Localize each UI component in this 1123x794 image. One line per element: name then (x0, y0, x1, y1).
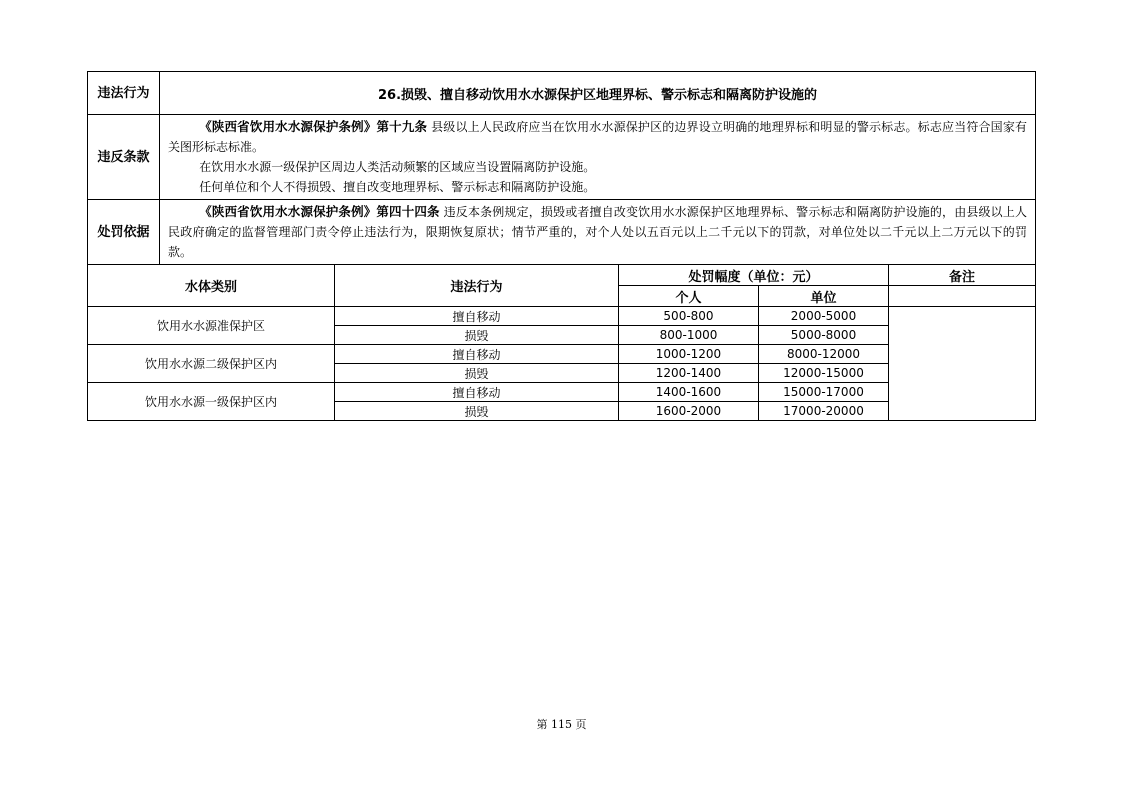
water-type-cell: 饮用水水源二级保护区内 (88, 345, 335, 383)
individual-header: 个人 (619, 286, 759, 307)
penalty-basis-text (160, 200, 1036, 265)
unit-fine-cell: 5000-8000 (759, 326, 889, 345)
remarks-header-blank (889, 286, 1036, 307)
clause-paragraph-1-text: 县级以上人民政府应当在饮用水水源保护区的边界设立明确的地理界标和明显的警示标志。标志应当符合国家有关图形标志标准。 (168, 120, 1027, 154)
penalty-range-table (87, 264, 1036, 421)
act-cell: 损毁 (335, 364, 619, 383)
penalty-paragraph (168, 202, 1027, 262)
unit-fine-cell: 17000-20000 (759, 402, 889, 421)
act-cell: 擅自移动 (335, 383, 619, 402)
remarks-cell (889, 307, 1036, 421)
act-cell: 擅自移动 (335, 307, 619, 326)
clause-label: 违反条款 (88, 115, 160, 200)
unit-fine-cell: 8000-12000 (759, 345, 889, 364)
individual-fine-cell: 1200-1400 (619, 364, 759, 383)
individual-fine-cell: 800-1000 (619, 326, 759, 345)
act-cell: 损毁 (335, 326, 619, 345)
clause-row (88, 115, 1036, 200)
violation-title: 26.损毁、擅自移动饮用水水源保护区地理界标、警示标志和隔离防护设施的 (160, 72, 1036, 115)
penalty-basis-row (88, 200, 1036, 265)
penalty-basis-label: 处罚依据 (88, 200, 160, 265)
unit-fine-cell: 12000-15000 (759, 364, 889, 383)
document-body (87, 71, 1035, 421)
unit-fine-cell: 15000-17000 (759, 383, 889, 402)
violation-label: 违法行为 (88, 72, 160, 115)
clause-text (160, 115, 1036, 200)
unit-fine-cell: 2000-5000 (759, 307, 889, 326)
water-type-cell: 饮用水水源准保护区 (88, 307, 335, 345)
table-row (88, 307, 1036, 326)
page-number: 第 115 页 (536, 718, 587, 731)
clause-paragraph-3: 任何单位和个人不得损毁、擅自改变地理界标、警示标志和隔离防护设施。 (199, 180, 596, 194)
act-cell: 擅自移动 (335, 345, 619, 364)
individual-fine-cell: 1600-2000 (619, 402, 759, 421)
penalty-range-header: 处罚幅度（单位：元） (619, 265, 889, 286)
violation-row (88, 72, 1036, 115)
individual-fine-cell: 1400-1600 (619, 383, 759, 402)
clause-paragraph-2: 在饮用水水源一级保护区周边人类活动频繁的区域应当设置隔离防护设施。 (199, 160, 596, 174)
water-type-header: 水体类别 (88, 265, 335, 307)
clause-paragraph-1 (168, 117, 1027, 157)
remarks-header: 备注 (889, 265, 1036, 286)
penalty-law-name: 《陕西省饮用水水源保护条例》第四十四条 (199, 204, 440, 219)
individual-fine-cell: 1000-1200 (619, 345, 759, 364)
water-type-cell: 饮用水水源一级保护区内 (88, 383, 335, 421)
individual-fine-cell: 500-800 (619, 307, 759, 326)
case-table (87, 71, 1036, 265)
unit-header: 单位 (759, 286, 889, 307)
act-cell: 损毁 (335, 402, 619, 421)
penalty-paragraph-text: 违反本条例规定，损毁或者擅自改变饮用水水源保护区地理界标、警示标志和隔离防护设施的，由县级以上人民政府确定的监督管理部门责令停止违法行为，限期恢复原状；情节严重的，对个人处以五百元以上二千元以下的罚款，对单位处以二千元以上二万元以下的罚款。 (168, 205, 1027, 259)
clause-law-name: 《陕西省饮用水水源保护条例》第十九条 (199, 119, 428, 134)
penalty-header-row-1 (88, 265, 1036, 286)
act-header: 违法行为 (335, 265, 619, 307)
